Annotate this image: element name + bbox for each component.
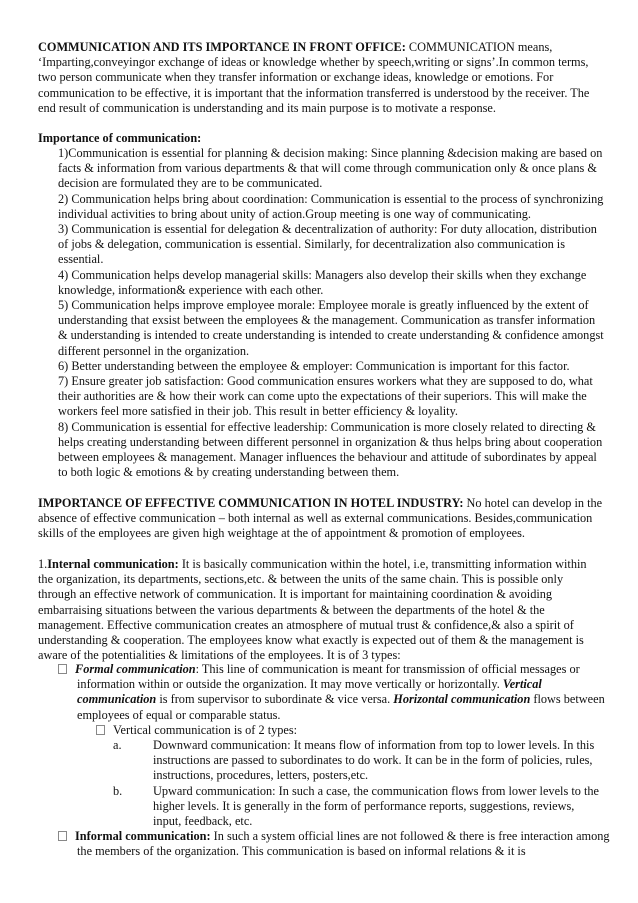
informal-heading: Informal communication: bbox=[75, 829, 211, 843]
vertical-term: Vertical communication bbox=[77, 677, 542, 707]
list-item: 3) Communication is essential for delegation & decentralization of authority: For duty allocation, distribution of jobs & delegation, communication is essential. Similarly, for decentralization also communication is essential. bbox=[58, 222, 597, 267]
internal-paragraph: 1.Internal communication: It is basically communication within the hotel, i.e, transmitting information within the organization, its departments, sections,etc. & between the units of the same chain. This is possible only through an effective network of communication. It is important for maintaining coordination & avoiding embarraising situations between the various departments & between the departments of the hotel & the management. Effective communication creates an atmosphere of mutual trust & confidence,& also a spirit of understanding & cooperation. The employees know what exactly is expected out of them & the management is aware of the potentialities & limitations of the employees. It is of 3 types: bbox=[38, 557, 587, 663]
intro-paragraph bbox=[38, 40, 604, 116]
list-item: b. Upward communication: In such a case, the communication flows from lower levels to the higher levels. It is generally in the form of performance reports, suggestions, reviews, input, feedback, etc. bbox=[113, 783, 599, 829]
bullet-icon bbox=[58, 831, 67, 841]
internal-text: It is basically communication within the hotel, i.e, transmitting information within the organization, its departments, sections,etc. & between the units of the same chain. This is possible only through an effective network of communication. It is important for maintaining coordination & avoiding embarraising situations between the various departments & between the departments of the hotel & the management. Effective communication creates an atmosphere of mutual trust & confidence,& also a spirit of understanding & cooperation. The employees know what exactly is expected out of them & the management is aware of the potentialities & limitations of the employees. It is of 3 types: bbox=[38, 557, 587, 663]
list-item: 5) Communication helps improve employee morale: Employee morale is greatly influenced by the extent of understanding that exsist between the employees & the management. Communication as transfer information & understanding is intended to create understanding is intended to create understanding & confidence amongst different personnel in the organization. bbox=[58, 298, 604, 358]
list-item: 4) Communication helps develop managerial skills: Managers also develop their skills when they exchange knowledge, information& experience with each other. bbox=[58, 267, 587, 297]
bullet-icon bbox=[96, 725, 105, 735]
vertical-sublist bbox=[113, 738, 604, 829]
list-item: 7) Ensure greater job satisfaction: Good communication ensures workers what they are supposed to do, what their authorities are & how their work can come upto the expectations of their superiors. This will make the workers feel more satisfied in their job. This result in better efficiency & loyality. bbox=[58, 374, 593, 419]
section-heading: COMMUNICATION AND ITS IMPORTANCE IN FRONT OFFICE: bbox=[38, 40, 406, 54]
list-item: 8) Communication is essential for effective leadership: Communication is more closely related to directing & helps creating understanding between different personnel in organization & thus helps bring about cooperation between employees & management. Manager influences the behaviour and attitude of subordinates by appeal to both logic & emotions & by creating understanding between them. bbox=[58, 419, 603, 480]
intro-text: COMMUNICATION means, ‘Imparting,conveyingor exchange of ideas or knowledge whether by speech,writing or signs’.In common terms, two person communicate when they transfer information or exchange ideas, knowledge or emotions. For communication to be effective, it is important that the information transferred is understood by the receiver. The end result of communication is understanding and its main purpose is to motivate a response. bbox=[38, 40, 590, 115]
hotel-text: No hotel can develop in the absence of effective communication – both internal as well as external communications. Besides,communication skills of the employees are given high weightage at the of appointment & promotion of employees. bbox=[38, 496, 603, 541]
list-item: 6) Better understanding between the employee & employer: Communication is important for this factor. bbox=[58, 358, 570, 373]
hotel-paragraph bbox=[38, 496, 604, 542]
importance-heading: Importance of communication: bbox=[38, 131, 202, 145]
list-item: 1)Communication is essential for planning & decision making: Since planning &decision making are based on facts & information from various departments & that will come through communication only & once plans & decision are formulated they are to be communicated. bbox=[58, 146, 603, 191]
formal-item: Formal communication: This line of communication is meant for transmission of official messages or information within or outside the organization. It may move vertically or horizontally. Vertical communication is from supervisor to subordinate & vice versa. Horizontal communication flows between employees of equal or comparable status. bbox=[58, 662, 623, 723]
informal-item: Informal communication: In such a system official lines are not followed & there is free interaction among the members of the organization. This communication is based on informal relations & it is bbox=[58, 829, 623, 859]
internal-heading: Internal communication: bbox=[47, 557, 179, 571]
vertical-types: Vertical communication is of 2 types: bbox=[96, 723, 604, 738]
formal-heading: Formal communication bbox=[75, 662, 196, 676]
horizontal-term: Horizontal communication bbox=[393, 692, 531, 707]
list-item: 2) Communication helps bring about coordination: Communication is essential to the process of synchronizing individual activities to bring about unity of action.Group meeting is one way of communicating. bbox=[58, 191, 604, 221]
hotel-heading: IMPORTANCE OF EFFECTIVE COMMUNICATION IN HOTEL INDUSTRY: bbox=[38, 496, 464, 510]
importance-list bbox=[58, 146, 604, 480]
bullet-icon bbox=[58, 664, 67, 674]
list-item: a. Downward communication: It means flow of information from top to lower levels. In this instructions are passed to subordinates to do work. It can be in the form of policies, rules, instructions, procedures, letters, posters,etc. bbox=[113, 738, 595, 783]
